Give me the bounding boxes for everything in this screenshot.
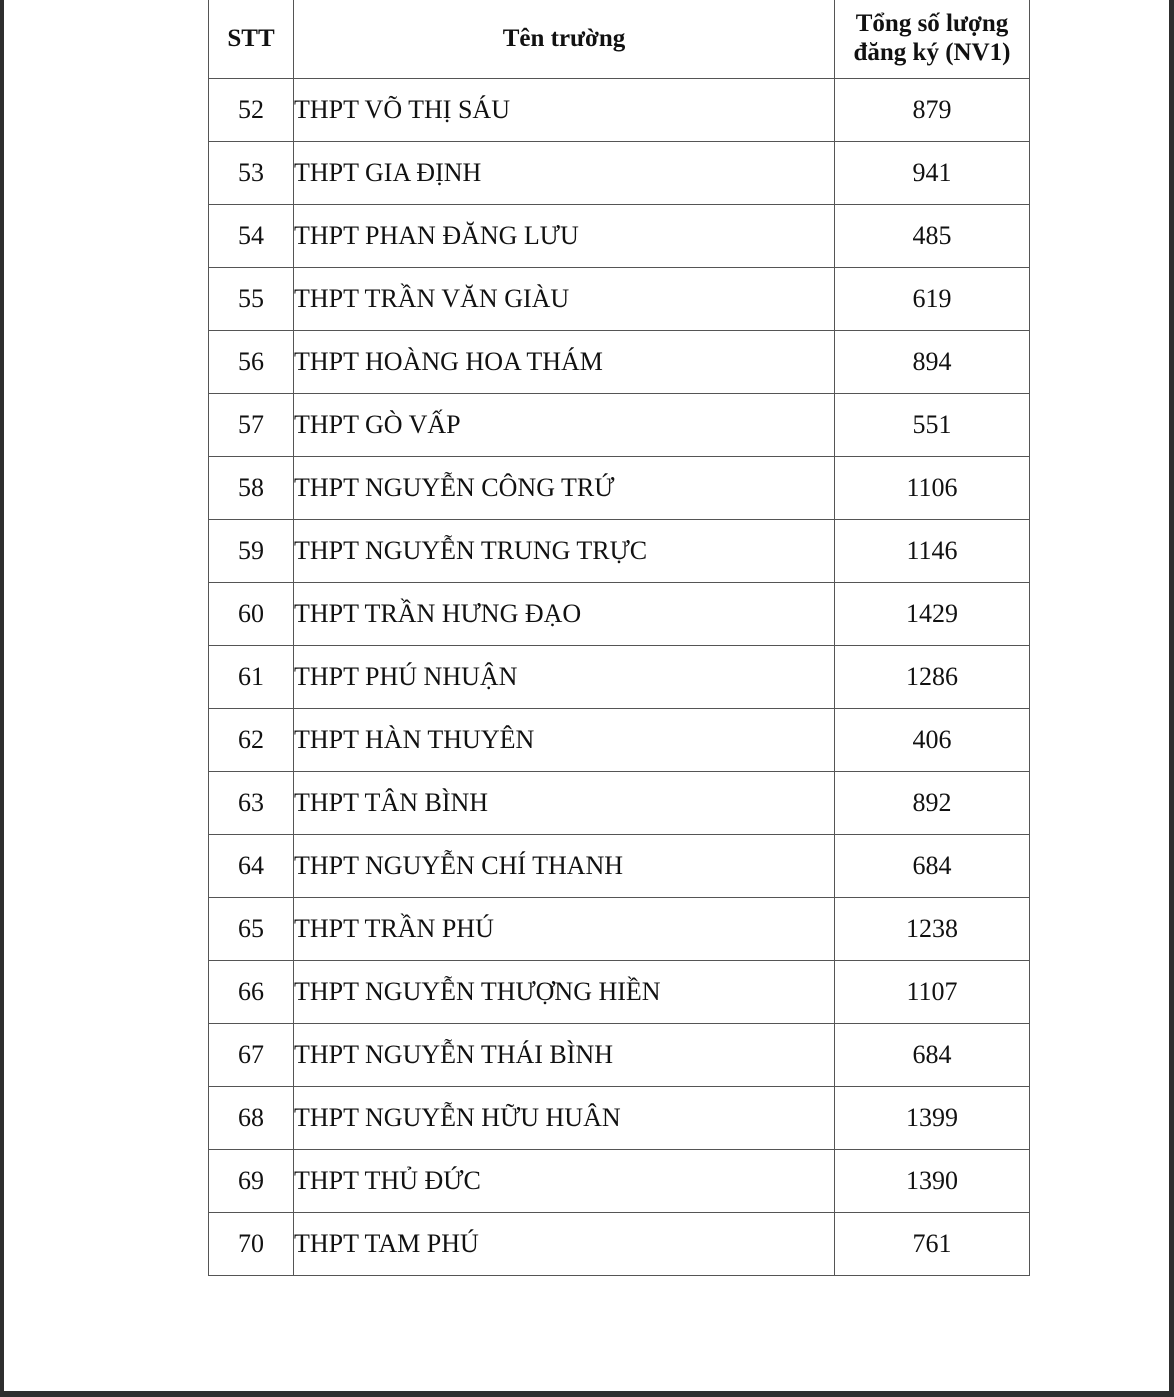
table-row [209, 1150, 1030, 1213]
table-row [209, 331, 1030, 394]
row-stt: 68 [209, 1087, 294, 1150]
table-row [209, 142, 1030, 205]
row-stt: 62 [209, 709, 294, 772]
row-stt: 57 [209, 394, 294, 457]
row-stt: 60 [209, 583, 294, 646]
table-row [209, 520, 1030, 583]
row-school-name: THPT PHAN ĐĂNG LƯU [294, 205, 835, 268]
row-school-name: THPT THỦ ĐỨC [294, 1150, 835, 1213]
table-row [209, 205, 1030, 268]
registration-table [208, 0, 1030, 1276]
table-row [209, 1024, 1030, 1087]
row-stt: 63 [209, 772, 294, 835]
row-stt: 64 [209, 835, 294, 898]
table-row [209, 1213, 1030, 1276]
table-row [209, 79, 1030, 142]
table-row [209, 835, 1030, 898]
table-body [209, 79, 1030, 1276]
row-school-name: THPT HOÀNG HOA THÁM [294, 331, 835, 394]
row-school-name: THPT NGUYỄN THƯỢNG HIỀN [294, 961, 835, 1024]
header-total-line1: Tổng số lượng [855, 10, 1009, 38]
row-school-name: THPT TRẦN PHÚ [294, 898, 835, 961]
row-stt: 53 [209, 142, 294, 205]
row-school-name: THPT NGUYỄN CÔNG TRỨ [294, 457, 835, 520]
header-total-registrations [835, 0, 1030, 79]
row-stt: 65 [209, 898, 294, 961]
row-total: 892 [835, 772, 1030, 835]
header-stt: STT [209, 0, 294, 79]
viewer-frame-right [1169, 0, 1174, 1397]
row-total: 1146 [835, 520, 1030, 583]
row-total: 941 [835, 142, 1030, 205]
table-row [209, 646, 1030, 709]
row-total: 1390 [835, 1150, 1030, 1213]
row-school-name: THPT NGUYỄN THÁI BÌNH [294, 1024, 835, 1087]
row-stt: 61 [209, 646, 294, 709]
row-total: 485 [835, 205, 1030, 268]
row-stt: 56 [209, 331, 294, 394]
row-school-name: THPT HÀN THUYÊN [294, 709, 835, 772]
row-total: 761 [835, 1213, 1030, 1276]
row-total: 879 [835, 79, 1030, 142]
table-row [209, 268, 1030, 331]
row-stt: 54 [209, 205, 294, 268]
row-total: 1399 [835, 1087, 1030, 1150]
header-school-name: Tên trường [294, 0, 835, 79]
row-stt: 52 [209, 79, 294, 142]
table-row [209, 709, 1030, 772]
row-school-name: THPT VÕ THỊ SÁU [294, 79, 835, 142]
row-total: 1238 [835, 898, 1030, 961]
table-row [209, 898, 1030, 961]
table-row [209, 457, 1030, 520]
row-school-name: THPT NGUYỄN TRUNG TRỰC [294, 520, 835, 583]
row-school-name: THPT TRẦN HƯNG ĐẠO [294, 583, 835, 646]
row-total: 684 [835, 835, 1030, 898]
row-stt: 70 [209, 1213, 294, 1276]
document-page [4, 0, 1169, 1391]
table-row [209, 772, 1030, 835]
row-total: 1107 [835, 961, 1030, 1024]
row-school-name: THPT TÂN BÌNH [294, 772, 835, 835]
row-school-name: THPT NGUYỄN HỮU HUÂN [294, 1087, 835, 1150]
row-stt: 66 [209, 961, 294, 1024]
row-stt: 58 [209, 457, 294, 520]
row-school-name: THPT TAM PHÚ [294, 1213, 835, 1276]
row-stt: 69 [209, 1150, 294, 1213]
row-stt: 59 [209, 520, 294, 583]
table-row [209, 961, 1030, 1024]
row-school-name: THPT NGUYỄN CHÍ THANH [294, 835, 835, 898]
row-stt: 67 [209, 1024, 294, 1087]
row-school-name: THPT GÒ VẤP [294, 394, 835, 457]
row-total: 1106 [835, 457, 1030, 520]
row-total: 551 [835, 394, 1030, 457]
table-row [209, 583, 1030, 646]
row-total: 894 [835, 331, 1030, 394]
row-total: 684 [835, 1024, 1030, 1087]
row-school-name: THPT TRẦN VĂN GIÀU [294, 268, 835, 331]
header-total-line2: đăng ký (NV1) [853, 39, 1011, 66]
row-school-name: THPT GIA ĐỊNH [294, 142, 835, 205]
table-row [209, 394, 1030, 457]
row-total: 406 [835, 709, 1030, 772]
table-header-row [209, 0, 1030, 79]
row-total: 1429 [835, 583, 1030, 646]
row-school-name: THPT PHÚ NHUẬN [294, 646, 835, 709]
table-row [209, 1087, 1030, 1150]
row-total: 619 [835, 268, 1030, 331]
viewer-frame-bottom [0, 1391, 1174, 1397]
row-stt: 55 [209, 268, 294, 331]
row-total: 1286 [835, 646, 1030, 709]
